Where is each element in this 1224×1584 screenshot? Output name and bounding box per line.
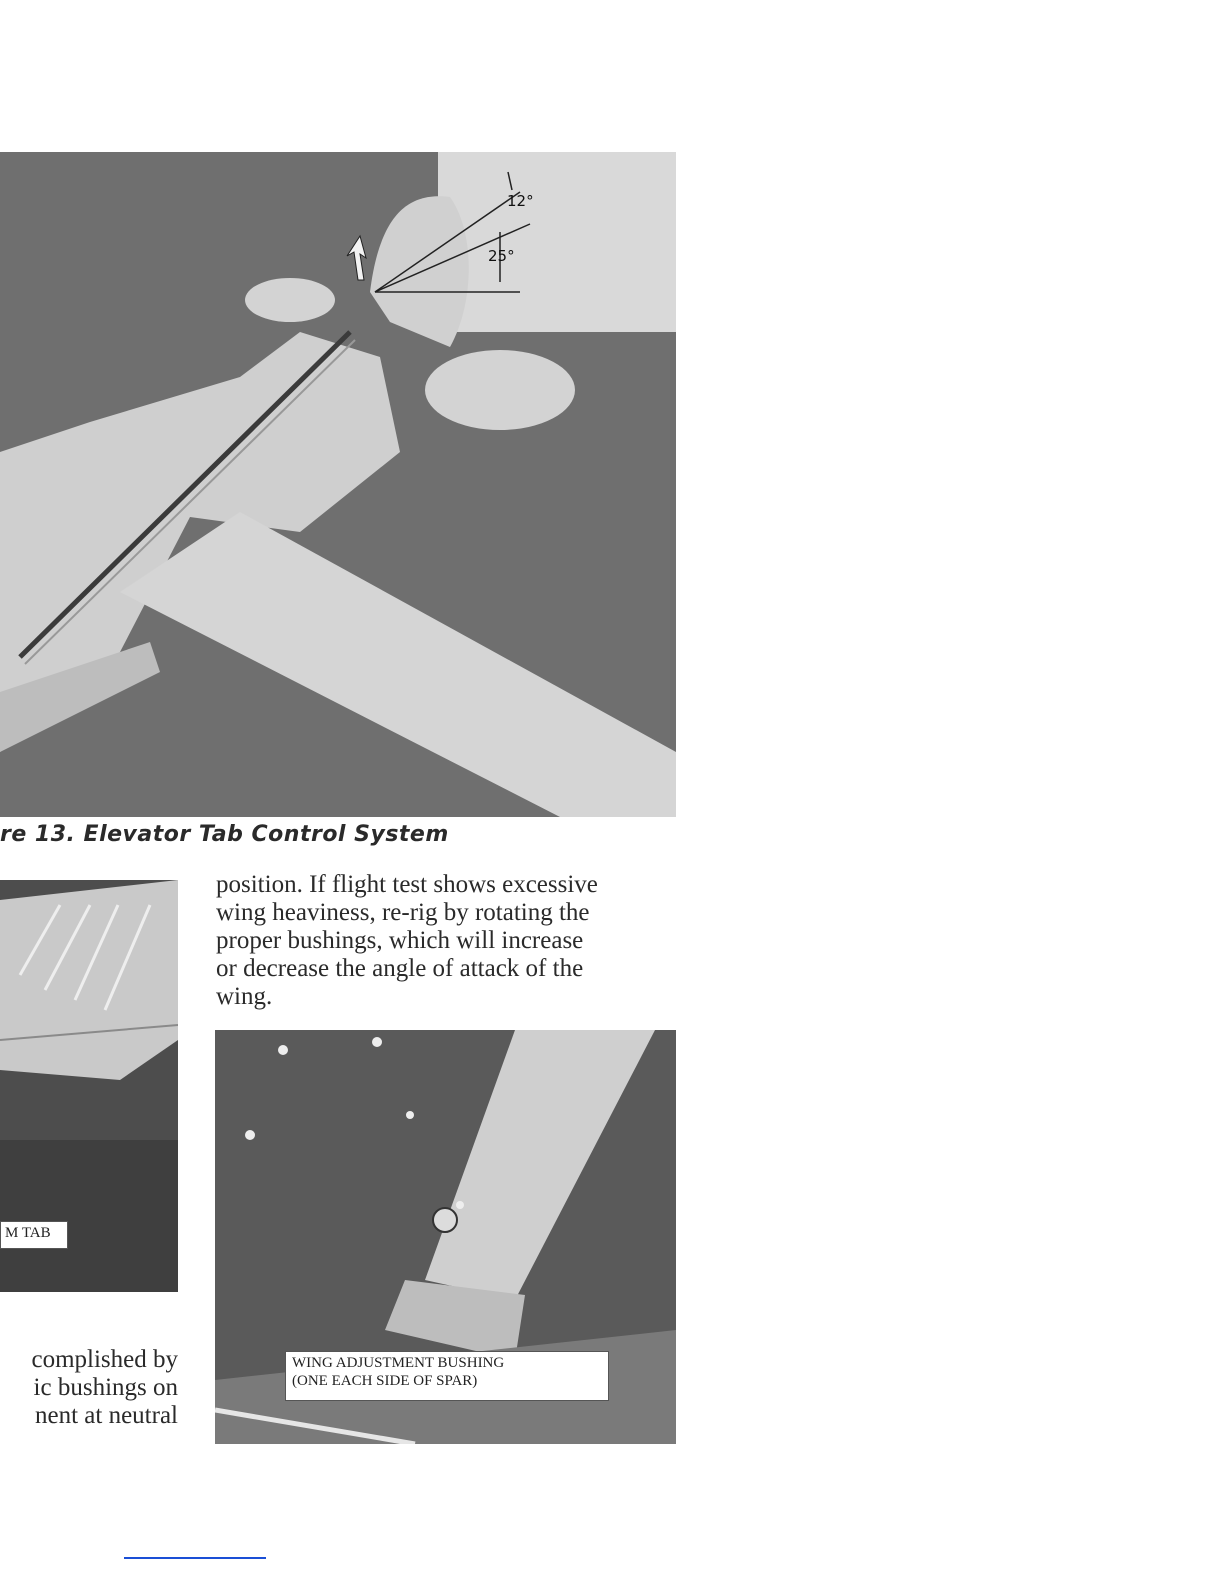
text-line: or decrease the angle of attack of the [216, 955, 584, 982]
angle-label-25: 25° [488, 247, 515, 265]
footer-rule [124, 1557, 266, 1559]
figure-caption: re 13. Elevator Tab Control System [0, 822, 449, 847]
text-line: nent at neutral [35, 1402, 178, 1429]
wing-bushing-label [285, 1351, 609, 1401]
body-text-right [216, 871, 672, 1011]
trim-tab-photo [0, 880, 178, 1292]
elevator-tab-photo [0, 152, 676, 817]
text-line: wing heaviness, re-rig by rotating the [216, 899, 590, 926]
angle-label-12: 12° [507, 192, 534, 210]
text-line: ic bushings on [33, 1374, 178, 1401]
wing-bushing-label-line2: (ONE EACH SIDE OF SPAR) [292, 1373, 478, 1389]
text-line: complished by [31, 1346, 178, 1373]
wing-bushing-label-line1: WING ADJUSTMENT BUSHING [292, 1355, 505, 1371]
text-line: proper bushings, which will increase [216, 927, 584, 954]
text-line: wing. [216, 983, 273, 1010]
text-line: position. If flight test shows excessive [216, 871, 598, 898]
body-text-left [0, 1346, 178, 1430]
wing-bushing-photo [215, 1030, 676, 1444]
trim-tab-label: M TAB [0, 1221, 68, 1249]
